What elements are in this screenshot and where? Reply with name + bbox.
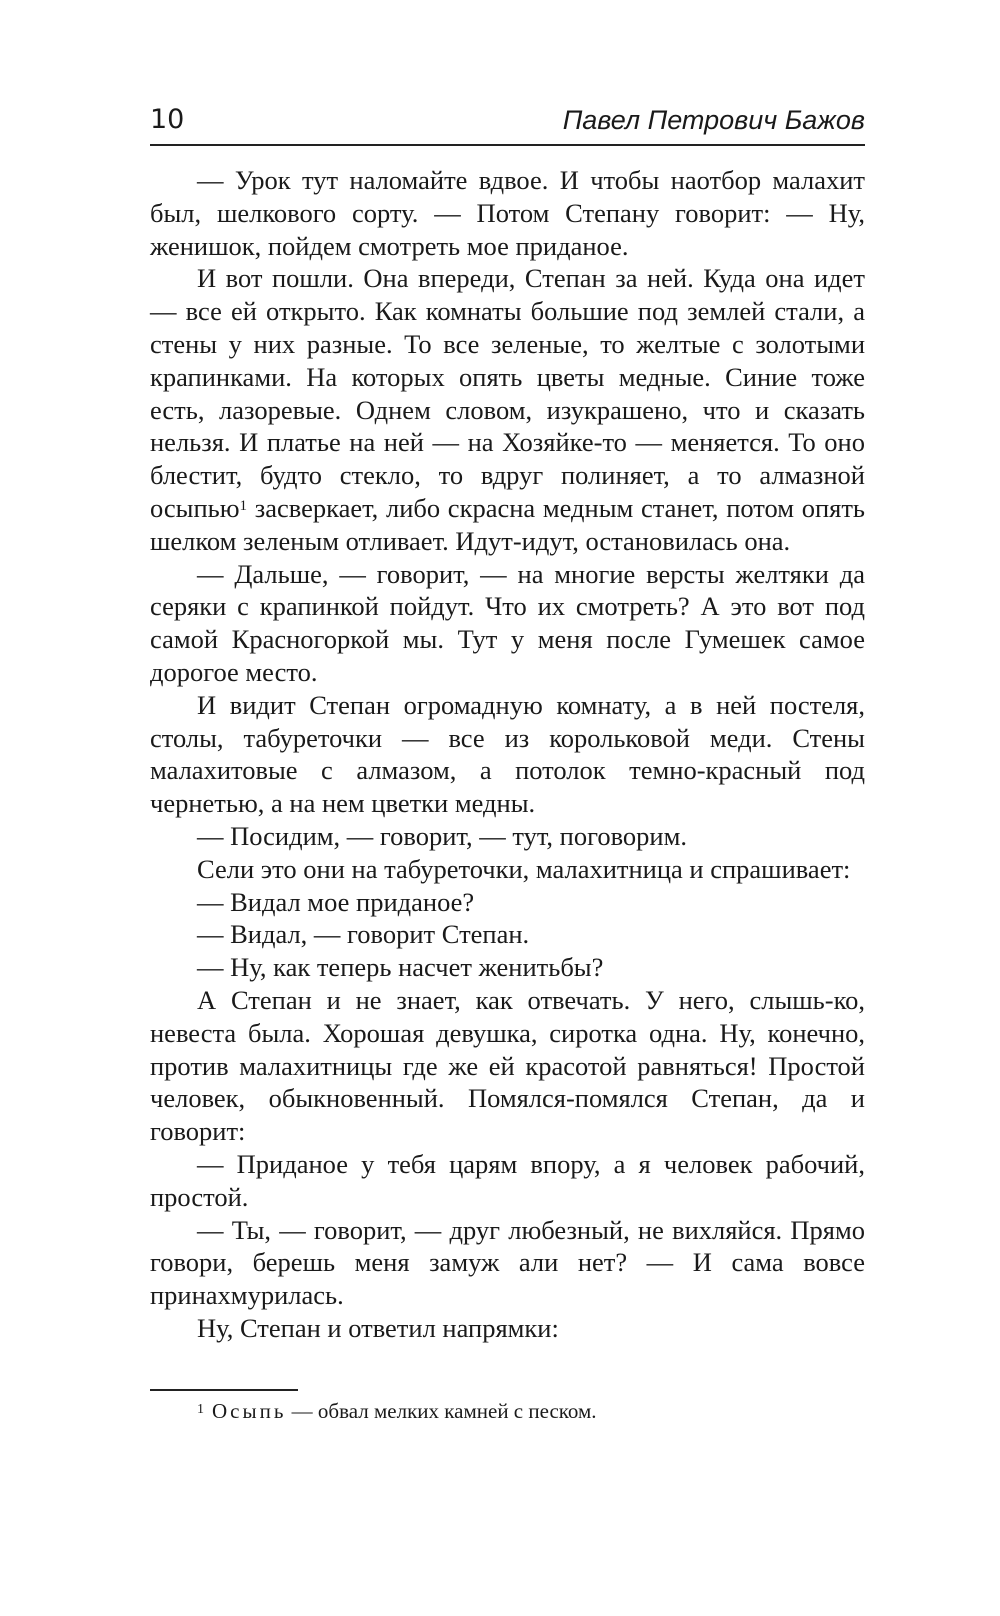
dialogue-line: — Посидим, — говорит, — тут, поговорим. [197,820,687,851]
page-number: 10 [150,104,185,135]
paragraph: А Степан и не знает, как отвечать. У него, слышь-ко, невеста была. Хорошая девушка, сиротка одна. Ну, конечно, против малахитницы где же ей красотой равняться! Простой человек, обыкновенный. Помялся-помялся Степан, да и говорит: [150,984,865,1147]
paragraph: Сели это они на табуреточки, малахитница и спрашивает: [197,853,851,884]
paragraph: И видит Степан огромадную комнату, а в ней постеля, столы, табуреточки — все из корольковой меди. Стены малахитовые с алмазом, а потолок темно-красный под чернетью, а на нем цветки медны. [150,689,865,819]
paragraph: — Урок тут наломайте вдвое. И чтобы наотбор малахит был, шелкового сорту. — Потом Степану говорит: — Ну, женишок, пойдем смотреть мое приданое. [150,165,865,261]
paragraph: — Дальше, — говорит, — на многие версты желтяки да серяки с крапинкой пойдут. Что их смотреть? А это вот под самой Красногоркой мы. Тут у меня после Гумешек самое дорогое место. [150,558,865,687]
footnote [197,1396,865,1426]
author-name: Павел Петрович Бажов [562,105,865,135]
dialogue-line: — Ты, — говорит, — друг любезный, не вихляйся. Прямо говори, берешь меня замуж али нет? — И сама вовсе принахмурилась. [150,1214,865,1311]
paragraph-text-continued: засверкает, либо скрасна медным станет, потом опять шелком зеленым отливает. Идут-идут, остановилась она. [150,492,866,556]
body-text [150,164,865,1345]
paragraph: Ну, Степан и ответил напрямки: [197,1312,559,1343]
footnote-marker: 1 [197,1402,204,1417]
dialogue-line: — Видал, — говорит Степан. [197,919,530,950]
paragraph-with-footnote [150,262,865,557]
footnote-divider [150,1389,298,1391]
footnote-definition: — обвал мелких камней с песком. [286,1399,597,1423]
running-head [150,96,865,146]
footnote-term: Осыпь [212,1399,287,1423]
footnote-reference: 1 [239,497,248,514]
dialogue-line: — Приданое у тебя царям впору, а я человек рабочий, простой. [150,1148,865,1212]
book-page [150,0,865,1616]
paragraph-text: И вот пошли. Она впереди, Степан за ней. Куда она идет — все ей открыто. Как комнаты большие под землей стали, а стены у них разные. То все зеленые, то желтые с золотыми крапинками. На которых опять цветы медные. Синие тоже есть, лазоревые. Однем словом, изукрашено, что и сказать нельзя. И платье на ней — на Хозяйке-то — меняется. То оно блестит, будто стекло, то вдруг полиняет, а то алмазной осыпью [150,263,865,523]
dialogue-line: — Видал мое приданое? [197,886,475,917]
dialogue-line: — Ну, как теперь насчет женитьбы? [197,952,604,983]
